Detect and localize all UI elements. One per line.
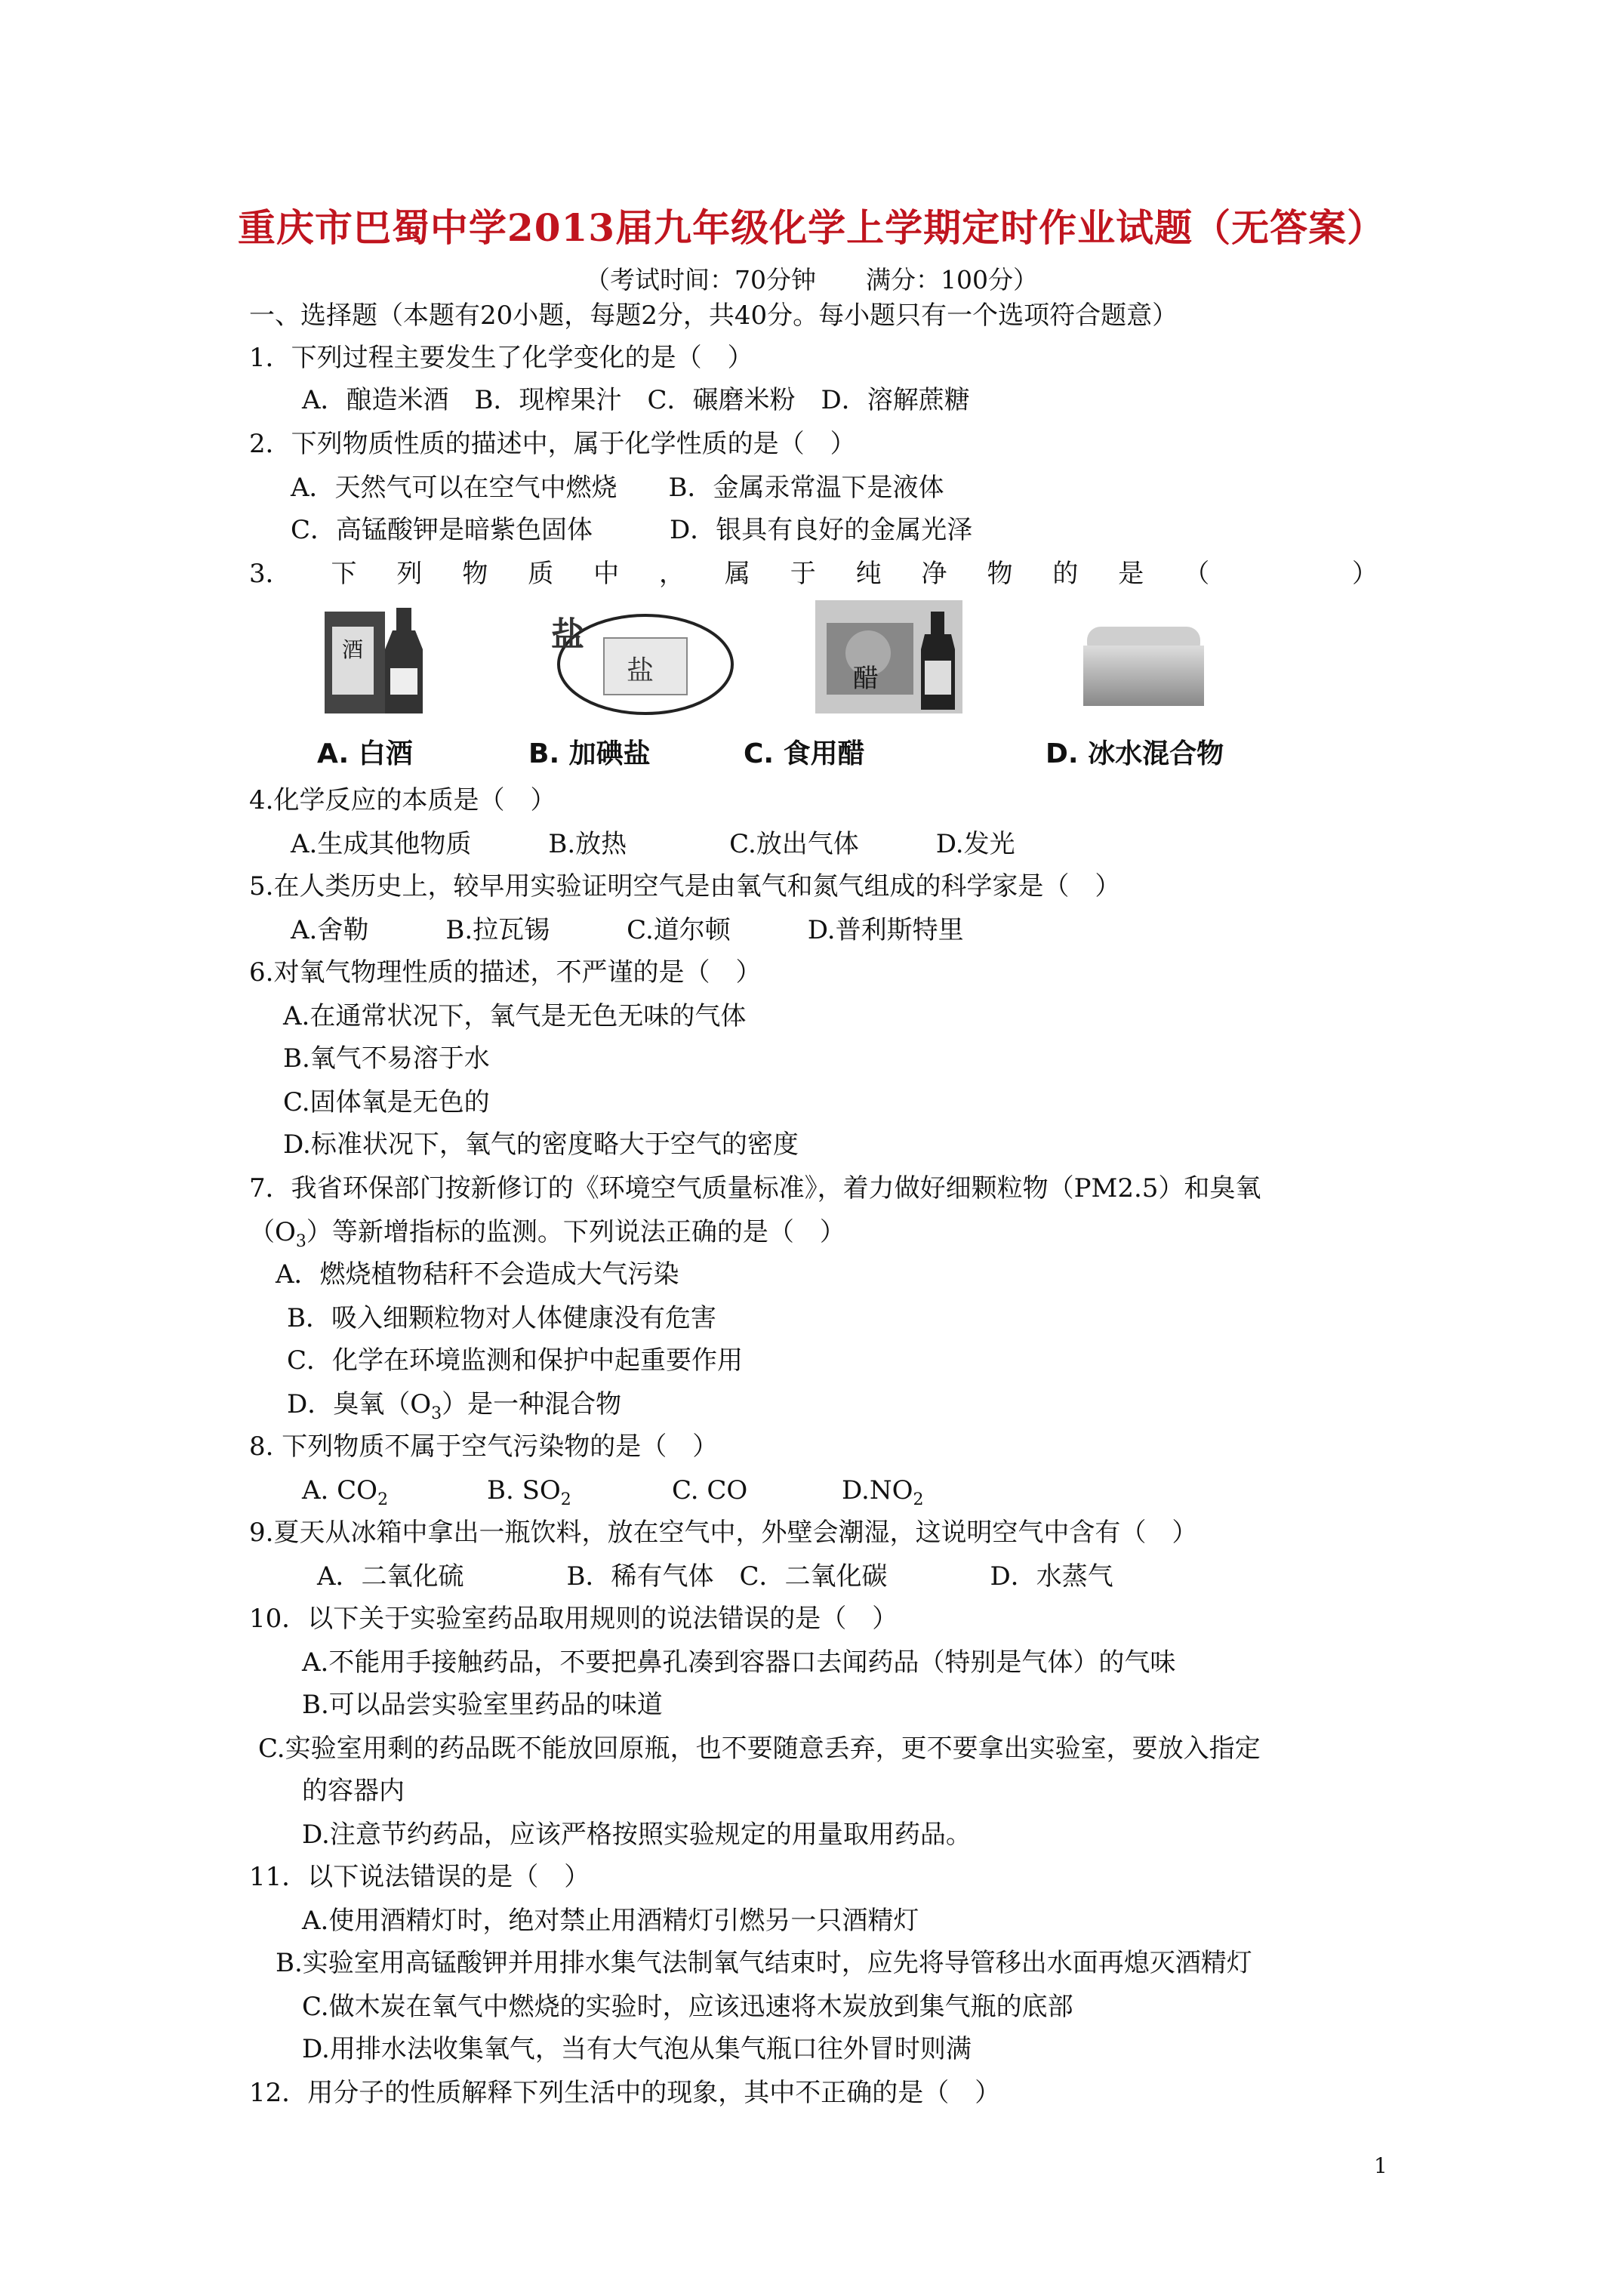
iodized-salt-image xyxy=(547,604,736,717)
q8-stem: 8. 下列物质不属于空气污染物的是（ ） xyxy=(249,1432,719,1462)
q6-option-c: C.固体氧是无色的 xyxy=(283,1087,490,1117)
page-number: 1 xyxy=(1374,2153,1387,2178)
q11-option-c: C.做木炭在氧气中燃烧的实验时，应该迅速将木炭放到集气瓶的底部 xyxy=(302,1992,1073,2022)
q7-option-a: A．燃烧植物秸秆不会造成大气污染 xyxy=(276,1259,679,1290)
vinegar-label-text: 醋 xyxy=(853,664,879,694)
q2-stem: 2．下列物质性质的描述中，属于化学性质的是（ ） xyxy=(249,429,856,459)
q9-options: A．二氧化硫 B．稀有气体 C．二氧化碳 D．水蒸气 xyxy=(317,1561,1113,1592)
liquor-bottle-image xyxy=(321,604,453,717)
q6-option-b: B.氧气不易溶于水 xyxy=(283,1043,490,1074)
q8-option-b: B. $SO_2$ xyxy=(487,1475,571,1509)
section-heading: 一、选择题（本题有20小题，每题2分，共40分。每小题只有一个选项符合题意） xyxy=(249,300,1178,331)
q4-stem: 4.化学反应的本质是（ ） xyxy=(249,785,556,815)
q3-option-c: C. 食用醋 xyxy=(744,738,865,769)
q10-option-d: D.注意节约药品，应该严格按照实验规定的用量取用药品。 xyxy=(302,1820,972,1850)
salt-label-text: 盐 xyxy=(551,615,584,654)
q5-options: A.舍勒 B.拉瓦锡 C.道尔顿 D.普利斯特里 xyxy=(291,915,964,945)
q3-option-b: B. 加碘盐 xyxy=(528,738,651,769)
q5-stem: 5.在人类历史上，较早用实验证明空气是由氧气和氮气组成的科学家是（ ） xyxy=(249,871,1121,901)
q8-option-a: A. $CO_2$ xyxy=(302,1475,389,1509)
q12-stem: 12．用分子的性质解释下列生活中的现象，其中不正确的是（ ） xyxy=(249,2078,1001,2108)
q2-options-1: A．天然气可以在空气中燃烧 B．金属汞常温下是液体 xyxy=(291,473,944,503)
q11-stem: 11．以下说法错误的是（ ） xyxy=(249,1862,590,1892)
q7-stem-line2: $(O_3)$等新增指标的监测。下列说法正确的是（ ） xyxy=(249,1217,845,1251)
q1-stem: 1．下列过程主要发生了化学变化的是（ ） xyxy=(249,343,753,373)
exam-info: （考试时间：70分钟 满分：100分） xyxy=(585,265,1038,294)
q3-option-d: D. 冰水混合物 xyxy=(1046,738,1224,769)
q6-option-a: A.在通常状况下，氧气是无色无味的气体 xyxy=(283,1001,747,1031)
q9-stem: 9.夏天从冰箱中拿出一瓶饮料，放在空气中，外壁会潮湿，这说明空气中含有（ ） xyxy=(249,1518,1198,1548)
q7-option-c: C．化学在环境监测和保护中起重要作用 xyxy=(287,1345,744,1376)
q7-option-b: B．吸入细颗粒物对人体健康没有危害 xyxy=(287,1303,716,1333)
q10-option-a: A.不能用手接触药品，不要把鼻孔凑到容器口去闻药品（特别是气体）的气味 xyxy=(302,1647,1176,1678)
q8-option-d: $D.NO_2$ xyxy=(842,1475,924,1509)
q10-option-c-line2: 的容器内 xyxy=(302,1776,405,1806)
q10-stem: 10．以下关于实验室药品取用规则的说法错误的是（ ） xyxy=(249,1604,898,1634)
q10-option-b: B.可以品尝实验室里药品的味道 xyxy=(302,1690,663,1720)
salt-package-text: 盐 xyxy=(627,655,654,686)
q11-option-b: B.实验室用高锰酸钾并用排水集气法制氧气结束时，应先将导管移出水面再熄灭酒精灯 xyxy=(276,1948,1252,1978)
q10-option-c-line1: C.实验室用剩的药品既不能放回原瓶，也不要随意丢弃，更不要拿出实验室，要放入指定 xyxy=(258,1734,1261,1764)
q7-option-d: D．臭氧$(O_3)$是一种混合物 xyxy=(287,1389,622,1423)
q3-option-a: A. 白酒 xyxy=(317,738,413,769)
q11-option-a: A.使用酒精灯时，绝对禁止用酒精灯引燃另一只酒精灯 xyxy=(302,1906,919,1936)
q3-stem: 3． 下 列 物 质 中 ， 属 于 纯 净 物 的 是 （ ） xyxy=(249,559,1378,589)
bottle-label-text: 酒 xyxy=(342,637,364,662)
q2-options-2: C．高锰酸钾是暗紫色固体 D．银具有良好的金属光泽 xyxy=(291,515,973,545)
q6-option-d: D.标准状况下，氧气的密度略大于空气的密度 xyxy=(283,1130,799,1160)
q4-options: A.生成其他物质 B.放热 C.放出气体 D.发光 xyxy=(291,829,1015,859)
q7-stem-line1: 7．我省环保部门按新修订的《环境空气质量标准》，着力做好细颗粒物（PM2.5）和臭氧 xyxy=(249,1173,1261,1203)
q6-stem: 6.对氧气物理性质的描述，不严谨的是（ ） xyxy=(249,957,762,988)
ice-water-image xyxy=(1064,619,1223,717)
q8-option-c: C. CO xyxy=(672,1475,748,1505)
vinegar-image xyxy=(812,596,966,717)
q1-options: A．酿造米酒 B．现榨果汁 C．碾磨米粉 D．溶解蔗糖 xyxy=(302,385,970,415)
page-title: 重庆市巴蜀中学2013届九年级化学上学期定时作业试题（无答案） xyxy=(237,205,1386,250)
q11-option-d: D.用排水法收集氧气，当有大气泡从集气瓶口往外冒时则满 xyxy=(302,2034,972,2064)
